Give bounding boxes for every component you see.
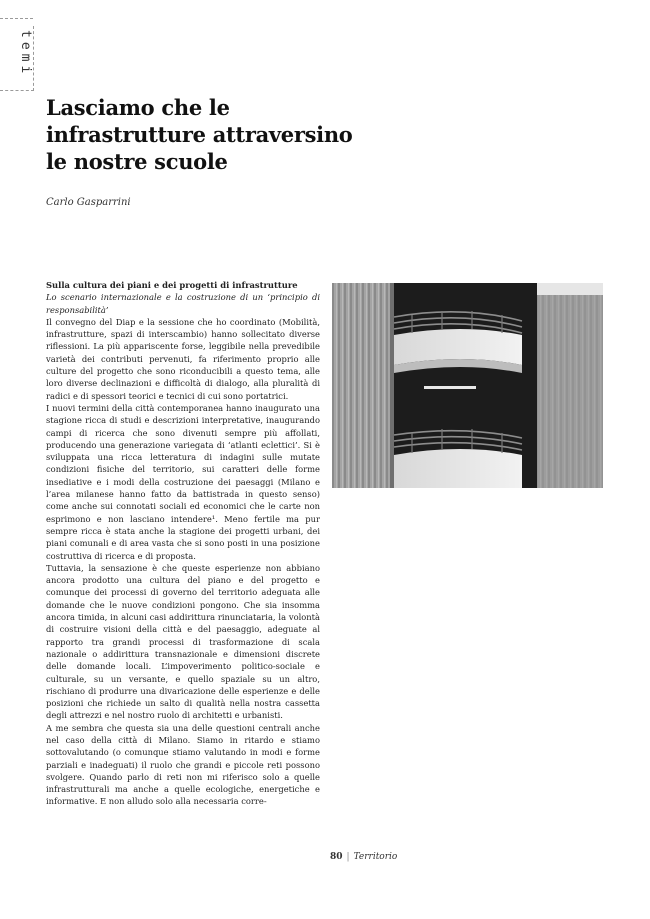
section-subheading: Lo scenario internazionale e la costruzione di un ‘principio di responsabilità’ — [46, 292, 320, 315]
paragraph-1: Il convegno del Diap e la sessione che ho coordinato (Mobilità, infrastrutture, spazi di interscambio) hanno sollecitato diverse riflessioni. La più appariscente forse, leggibile nella prevedibile varietà dei contributi pervenuti, fa riferimento proprio alle culture del progetto che sono riconducibili a questo tema, alle loro diverse declinazioni e difficoltà di dialogo, alla pluralità di radici e di spessori teorici e tecnici di cui sono portatrici. — [46, 316, 320, 401]
section-tab-label: temi — [18, 30, 33, 78]
footer-separator: | — [346, 852, 350, 862]
page-footer — [330, 852, 397, 862]
article-author: Carlo Gasparrini — [46, 197, 131, 208]
paragraph-4: A me sembra che questa sia una delle questioni centrali anche nel caso della città di Milano. Siamo in ritardo e stiamo sottovalutando (o comunque stiamo valutando in modi e forme parziali e inadeguati) il ruolo che grandi e piccole reti possono svolgere. Quando parlo di reti non mi riferisco solo a quelle infrastrutturali ma anche a quelle ecologiche, energetiche e informative. E non alludo solo alla necessaria corre- — [46, 722, 320, 807]
paragraph-2: I nuovi termini della città contemporanea hanno inaugurato una stagione ricca di studi e descrizioni interpretative, inaugurando campi di ricerca che sono divenuti sempre più affollati, producendo una generazione variegata di ‘atlanti eclettici’. Si è sviluppata una ricca letteratura di indagini sulle mutate condizioni fisiche del territorio, sui caratteri delle forme insediative e i modi della costruzione dei paesaggi (Milano e l’area milanese hanno fatto da battistrada in questo senso) come anche sui connotati sociali ed economici che le carte non esprimono e non lasciano intendere¹. Meno fertile ma pur sempre ricca è stata anche la stagione dei progetti urbani, dei piani comunali e di area vasta che si sono posti in una posizione costruttiva di ricerca e di proposta. — [46, 402, 320, 561]
article-title: Lasciamo che le infrastrutture attraversino le nostre scuole — [46, 95, 353, 174]
paragraph-3: Tuttavia, la sensazione è che queste esperienze non abbiano ancora prodotto una cultura del piano e del progetto e comunque dei processi di governo del territorio adeguata alle domande che le nuove condizioni pongono. Che sia insomma ancora timida, in alcuni casi addirittura rinunciataria, la volontà di costruire visioni della città e del paesaggio, adeguate al rapporto tra grandi processi di trasformazione di scala nazionale o addirittura transnazionale e dimensioni discrete delle domande locali. L’impoverimento politico-sociale e culturale, su un versante, e quello spaziale su un altro, rischiano di produrre una divaricazione delle esperienze e delle posizioni che richiede un salto di qualità nella nostra cassetta degli attrezzi e nel nostro ruolo di architetti e urbanisti. — [46, 562, 320, 721]
page-number: 80 — [330, 852, 343, 862]
magazine-name: Territorio — [353, 852, 398, 862]
section-heading: Sulla cultura dei piani e dei progetti di infrastrutture — [46, 280, 298, 290]
article-body — [46, 279, 320, 808]
balcony-photo — [332, 283, 603, 488]
